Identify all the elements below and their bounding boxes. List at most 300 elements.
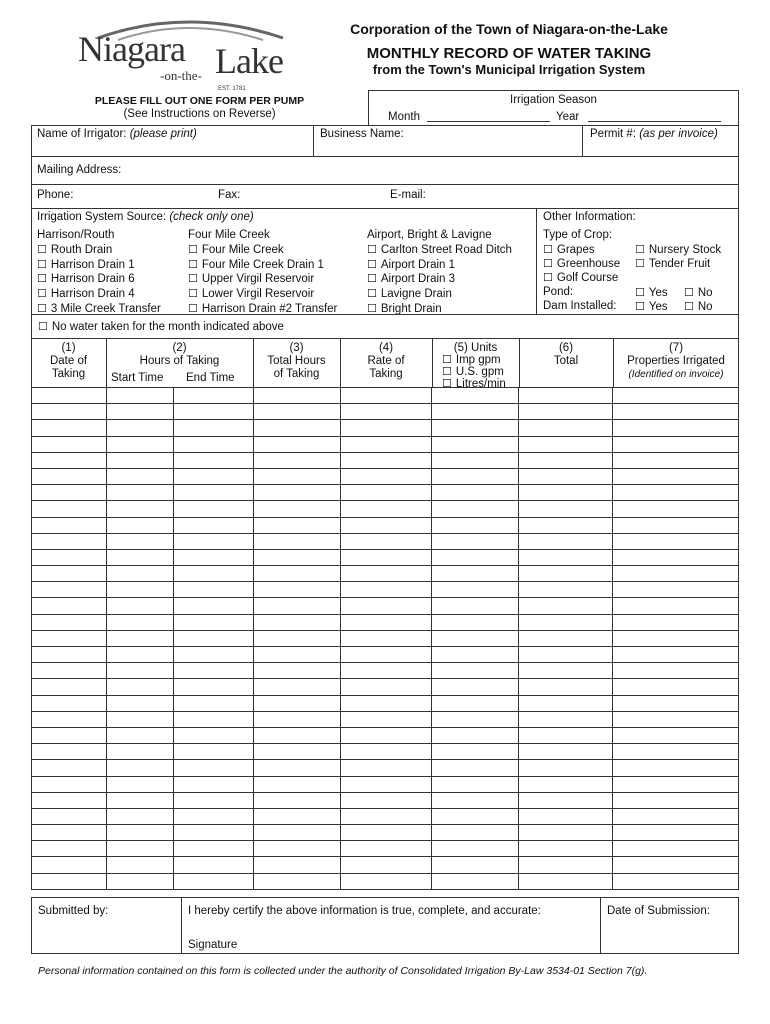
table-cell[interactable] — [613, 501, 739, 517]
table-cell[interactable] — [173, 452, 253, 468]
table-cell[interactable] — [32, 727, 107, 743]
table-cell[interactable] — [253, 404, 340, 420]
table-cell[interactable] — [106, 566, 173, 582]
table-cell[interactable] — [173, 695, 253, 711]
table-cell[interactable] — [432, 808, 519, 824]
table-cell[interactable] — [519, 630, 613, 646]
table-cell[interactable] — [519, 857, 613, 873]
table-cell[interactable] — [32, 841, 107, 857]
table-cell[interactable] — [432, 533, 519, 549]
table-cell[interactable] — [106, 873, 173, 889]
table-cell[interactable] — [173, 760, 253, 776]
table-cell[interactable] — [253, 549, 340, 565]
unit-us-gpm[interactable]: ☐ U.S. gpm — [432, 366, 519, 378]
table-cell[interactable] — [253, 841, 340, 857]
table-cell[interactable] — [253, 792, 340, 808]
table-cell[interactable] — [519, 808, 613, 824]
table-cell[interactable] — [253, 647, 340, 663]
table-cell[interactable] — [432, 501, 519, 517]
table-cell[interactable] — [519, 776, 613, 792]
table-cell[interactable] — [106, 841, 173, 857]
table-cell[interactable] — [613, 598, 739, 614]
table-cell[interactable] — [173, 679, 253, 695]
table-cell[interactable] — [32, 533, 107, 549]
table-cell[interactable] — [340, 485, 432, 501]
signature-field[interactable]: Signature — [188, 939, 238, 951]
table-cell[interactable] — [432, 857, 519, 873]
source-option[interactable]: ☐ Carlton Street Road Ditch — [367, 243, 512, 258]
source-option[interactable]: ☐ Harrison Drain 4 — [37, 287, 161, 302]
mailing-address-field[interactable]: Mailing Address: — [37, 164, 122, 176]
table-cell[interactable] — [519, 727, 613, 743]
table-cell[interactable] — [519, 468, 613, 484]
table-cell[interactable] — [340, 647, 432, 663]
table-cell[interactable] — [106, 857, 173, 873]
table-cell[interactable] — [340, 388, 432, 404]
table-cell[interactable] — [173, 663, 253, 679]
table-cell[interactable] — [432, 727, 519, 743]
table-cell[interactable] — [32, 485, 107, 501]
table-cell[interactable] — [253, 630, 340, 646]
table-cell[interactable] — [519, 711, 613, 727]
table-cell[interactable] — [340, 808, 432, 824]
table-cell[interactable] — [32, 776, 107, 792]
table-cell[interactable] — [106, 630, 173, 646]
table-cell[interactable] — [253, 695, 340, 711]
table-cell[interactable] — [253, 533, 340, 549]
table-cell[interactable] — [613, 630, 739, 646]
table-cell[interactable] — [340, 517, 432, 533]
table-cell[interactable] — [173, 614, 253, 630]
table-cell[interactable] — [32, 420, 107, 436]
table-cell[interactable] — [340, 630, 432, 646]
table-cell[interactable] — [613, 533, 739, 549]
table-cell[interactable] — [613, 549, 739, 565]
table-cell[interactable] — [106, 420, 173, 436]
source-option[interactable]: ☐ Lavigne Drain — [367, 287, 512, 302]
table-cell[interactable] — [519, 792, 613, 808]
table-cell[interactable] — [173, 825, 253, 841]
table-cell[interactable] — [340, 468, 432, 484]
table-cell[interactable] — [340, 501, 432, 517]
table-cell[interactable] — [340, 744, 432, 760]
table-cell[interactable] — [432, 744, 519, 760]
table-cell[interactable] — [432, 582, 519, 598]
table-cell[interactable] — [340, 436, 432, 452]
table-row — [32, 598, 739, 614]
table-cell[interactable] — [613, 452, 739, 468]
table-cell[interactable] — [613, 695, 739, 711]
table-cell[interactable] — [432, 647, 519, 663]
table-cell[interactable] — [340, 566, 432, 582]
table-cell[interactable] — [106, 760, 173, 776]
table-cell[interactable] — [340, 711, 432, 727]
table-cell[interactable] — [173, 857, 253, 873]
table-cell[interactable] — [432, 711, 519, 727]
table-cell[interactable] — [173, 598, 253, 614]
table-cell[interactable] — [173, 841, 253, 857]
table-cell[interactable] — [32, 873, 107, 889]
table-cell[interactable] — [613, 679, 739, 695]
table-cell[interactable] — [106, 533, 173, 549]
table-cell[interactable] — [519, 760, 613, 776]
table-cell[interactable] — [173, 468, 253, 484]
table-cell[interactable] — [173, 420, 253, 436]
table-cell[interactable] — [613, 841, 739, 857]
table-cell[interactable] — [106, 452, 173, 468]
table-cell[interactable] — [519, 517, 613, 533]
table-cell[interactable] — [32, 452, 107, 468]
table-cell[interactable] — [32, 711, 107, 727]
table-cell[interactable] — [32, 792, 107, 808]
table-cell[interactable] — [173, 792, 253, 808]
table-cell[interactable] — [106, 647, 173, 663]
table-cell[interactable] — [173, 404, 253, 420]
source-option[interactable]: ☐ Harrison Drain #2 Transfer — [188, 302, 337, 317]
crop-option[interactable]: ☐ Greenhouse — [543, 257, 620, 270]
permit-field[interactable] — [590, 128, 718, 140]
table-cell[interactable] — [32, 436, 107, 452]
table-cell[interactable] — [340, 598, 432, 614]
table-cell[interactable] — [432, 388, 519, 404]
table-cell[interactable] — [432, 452, 519, 468]
source-option[interactable]: ☐ Harrison Drain 6 — [37, 272, 161, 287]
table-cell[interactable] — [432, 792, 519, 808]
table-cell[interactable] — [519, 566, 613, 582]
table-cell[interactable] — [432, 517, 519, 533]
table-cell[interactable] — [32, 614, 107, 630]
unit-imp-gpm[interactable]: ☐ Imp gpm — [432, 354, 519, 366]
table-cell[interactable] — [519, 549, 613, 565]
table-cell[interactable] — [432, 695, 519, 711]
table-cell[interactable] — [32, 630, 107, 646]
table-cell[interactable] — [432, 630, 519, 646]
table-row — [32, 711, 739, 727]
table-cell[interactable] — [106, 436, 173, 452]
table-cell[interactable] — [173, 517, 253, 533]
source-option[interactable]: ☐ Airport Drain 1 — [367, 258, 512, 273]
crop-option[interactable]: ☐ Nursery Stock — [635, 243, 721, 256]
table-cell[interactable] — [519, 436, 613, 452]
table-cell[interactable] — [253, 566, 340, 582]
table-cell[interactable] — [253, 808, 340, 824]
table-cell[interactable] — [613, 566, 739, 582]
table-cell[interactable] — [106, 663, 173, 679]
table-row — [32, 808, 739, 824]
table-cell[interactable] — [173, 776, 253, 792]
table-cell[interactable] — [32, 566, 107, 582]
crop-option[interactable]: ☐ Grapes — [543, 243, 595, 256]
table-cell[interactable] — [613, 727, 739, 743]
table-cell[interactable] — [32, 663, 107, 679]
table-cell[interactable] — [519, 663, 613, 679]
table-cell[interactable] — [32, 404, 107, 420]
table-cell[interactable] — [340, 549, 432, 565]
fax-field[interactable]: Fax: — [218, 189, 241, 201]
table-cell[interactable] — [340, 695, 432, 711]
crop-option[interactable]: ☐ Tender Fruit — [635, 257, 710, 270]
table-cell[interactable] — [32, 598, 107, 614]
table-cell[interactable] — [432, 663, 519, 679]
table-cell[interactable] — [613, 436, 739, 452]
table-cell[interactable] — [613, 388, 739, 404]
table-cell[interactable] — [519, 647, 613, 663]
table-cell[interactable] — [340, 776, 432, 792]
table-cell[interactable] — [253, 388, 340, 404]
table-cell[interactable] — [340, 857, 432, 873]
source-option[interactable]: ☐ Four Mile Creek Drain 1 — [188, 258, 337, 273]
table-cell[interactable] — [106, 744, 173, 760]
table-cell[interactable] — [613, 485, 739, 501]
date-of-submission-field[interactable]: Date of Submission: — [607, 905, 710, 917]
table-cell[interactable] — [340, 614, 432, 630]
table-cell[interactable] — [173, 727, 253, 743]
source-option[interactable]: ☐ Lower Virgil Reservoir — [188, 287, 337, 302]
table-cell[interactable] — [432, 404, 519, 420]
table-cell[interactable] — [106, 468, 173, 484]
no-water-checkbox[interactable]: ☐ No water taken for the month indicated above — [38, 320, 284, 333]
table-cell[interactable] — [106, 485, 173, 501]
table-cell[interactable] — [32, 549, 107, 565]
email-field[interactable]: E-mail: — [390, 189, 426, 201]
table-cell[interactable] — [432, 776, 519, 792]
table-cell[interactable] — [519, 420, 613, 436]
table-cell[interactable] — [106, 825, 173, 841]
table-cell[interactable] — [432, 549, 519, 565]
table-cell[interactable] — [106, 501, 173, 517]
table-cell[interactable] — [173, 808, 253, 824]
table-cell[interactable] — [173, 630, 253, 646]
table-cell[interactable] — [173, 549, 253, 565]
table-cell[interactable] — [519, 388, 613, 404]
table-cell[interactable] — [613, 420, 739, 436]
table-cell[interactable] — [173, 436, 253, 452]
source-option[interactable]: ☐ Four Mile Creek — [188, 243, 337, 258]
table-cell[interactable] — [106, 679, 173, 695]
dam-yes-checkbox[interactable]: ☐ Yes — [635, 300, 668, 313]
table-row — [32, 679, 739, 695]
year-field[interactable] — [588, 111, 721, 122]
table-row — [32, 485, 739, 501]
table-cell[interactable] — [613, 825, 739, 841]
table-row — [32, 695, 739, 711]
table-cell[interactable] — [340, 792, 432, 808]
table-cell[interactable] — [173, 566, 253, 582]
table-cell[interactable] — [253, 582, 340, 598]
table-cell[interactable] — [432, 841, 519, 857]
table-cell[interactable] — [519, 873, 613, 889]
month-field[interactable] — [427, 111, 550, 122]
table-cell[interactable] — [32, 501, 107, 517]
table-cell[interactable] — [32, 808, 107, 824]
table-cell[interactable] — [106, 792, 173, 808]
table-cell[interactable] — [253, 663, 340, 679]
table-cell[interactable] — [340, 420, 432, 436]
table-cell[interactable] — [32, 825, 107, 841]
table-cell[interactable] — [173, 582, 253, 598]
table-cell[interactable] — [173, 647, 253, 663]
table-cell[interactable] — [106, 549, 173, 565]
irrigator-name-field[interactable] — [37, 128, 307, 140]
table-cell[interactable] — [613, 873, 739, 889]
table-cell[interactable] — [432, 825, 519, 841]
table-cell[interactable] — [106, 711, 173, 727]
table-cell[interactable] — [519, 452, 613, 468]
table-cell[interactable] — [519, 485, 613, 501]
table-cell[interactable] — [106, 388, 173, 404]
source-option[interactable]: ☐ Upper Virgil Reservoir — [188, 272, 337, 287]
table-cell[interactable] — [253, 501, 340, 517]
table-cell[interactable] — [519, 501, 613, 517]
table-cell[interactable] — [253, 517, 340, 533]
certify-statement: I hereby certify the above information is true, complete, and accurate: — [188, 905, 541, 917]
table-cell[interactable] — [106, 517, 173, 533]
source-option[interactable]: ☐ 3 Mile Creek Transfer — [37, 302, 161, 317]
table-cell[interactable] — [253, 857, 340, 873]
table-cell[interactable] — [173, 533, 253, 549]
table-cell[interactable] — [106, 404, 173, 420]
irrigator-label: Name of Irrigator: — [37, 128, 127, 140]
table-cell[interactable] — [613, 614, 739, 630]
table-cell[interactable] — [253, 452, 340, 468]
table-cell[interactable] — [613, 711, 739, 727]
table-cell[interactable] — [106, 776, 173, 792]
table-cell[interactable] — [253, 825, 340, 841]
table-cell[interactable] — [32, 744, 107, 760]
submitted-by-field[interactable]: Submitted by: — [38, 905, 109, 917]
table-cell[interactable] — [253, 679, 340, 695]
table-cell[interactable] — [613, 760, 739, 776]
table-cell[interactable] — [340, 727, 432, 743]
table-cell[interactable] — [519, 825, 613, 841]
source-option[interactable]: ☐ Airport Drain 3 — [367, 272, 512, 287]
table-cell[interactable] — [106, 695, 173, 711]
table-cell[interactable] — [32, 468, 107, 484]
table-cell[interactable] — [613, 663, 739, 679]
table-cell[interactable] — [253, 873, 340, 889]
table-cell[interactable] — [340, 841, 432, 857]
table-cell[interactable] — [32, 679, 107, 695]
pond-yes-checkbox[interactable]: ☐ Yes — [635, 286, 668, 299]
table-cell[interactable] — [32, 695, 107, 711]
phone-field[interactable]: Phone: — [37, 189, 74, 201]
table-cell[interactable] — [519, 582, 613, 598]
table-cell[interactable] — [613, 792, 739, 808]
table-cell[interactable] — [432, 598, 519, 614]
permit-label: Permit #: — [590, 128, 637, 140]
table-cell[interactable] — [340, 533, 432, 549]
table-cell[interactable] — [173, 711, 253, 727]
dam-no-checkbox[interactable]: ☐ No — [684, 300, 713, 313]
table-cell[interactable] — [613, 808, 739, 824]
table-cell[interactable] — [32, 388, 107, 404]
table-cell[interactable] — [432, 566, 519, 582]
table-cell[interactable] — [613, 776, 739, 792]
table-cell[interactable] — [340, 404, 432, 420]
table-cell[interactable] — [613, 857, 739, 873]
table-cell[interactable] — [613, 517, 739, 533]
table-cell[interactable] — [253, 711, 340, 727]
table-cell[interactable] — [106, 598, 173, 614]
table-cell[interactable] — [173, 501, 253, 517]
table-cell[interactable] — [340, 873, 432, 889]
table-cell[interactable] — [432, 436, 519, 452]
table-cell[interactable] — [32, 760, 107, 776]
pond-no-checkbox[interactable]: ☐ No — [684, 286, 713, 299]
table-cell[interactable] — [173, 485, 253, 501]
table-cell[interactable] — [32, 857, 107, 873]
logo-word-lake: Lake — [215, 41, 283, 81]
crop-option[interactable]: ☐ Golf Course — [543, 271, 618, 284]
table-cell[interactable] — [432, 679, 519, 695]
table-cell[interactable] — [32, 647, 107, 663]
table-cell[interactable] — [432, 873, 519, 889]
table-cell[interactable] — [253, 614, 340, 630]
business-name-field[interactable]: Business Name: — [320, 128, 404, 140]
crop-type-label: Type of Crop: — [543, 229, 613, 241]
table-cell[interactable] — [253, 420, 340, 436]
table-cell[interactable] — [613, 744, 739, 760]
table-cell[interactable] — [519, 744, 613, 760]
table-cell[interactable] — [173, 873, 253, 889]
table-cell[interactable] — [340, 825, 432, 841]
table-cell[interactable] — [340, 760, 432, 776]
table-cell[interactable] — [613, 468, 739, 484]
table-cell[interactable] — [519, 404, 613, 420]
table-cell[interactable] — [253, 468, 340, 484]
table-cell[interactable] — [613, 582, 739, 598]
table-cell[interactable] — [106, 614, 173, 630]
source-option[interactable]: ☐ Routh Drain — [37, 243, 161, 258]
table-cell[interactable] — [432, 614, 519, 630]
table-cell[interactable] — [253, 776, 340, 792]
table-cell[interactable] — [613, 647, 739, 663]
table-cell[interactable] — [613, 404, 739, 420]
table-cell[interactable] — [340, 663, 432, 679]
table-cell[interactable] — [253, 760, 340, 776]
table-cell[interactable] — [106, 582, 173, 598]
col-rate-header: (4) Rate of Taking — [367, 342, 405, 380]
table-cell[interactable] — [253, 485, 340, 501]
table-cell[interactable] — [340, 582, 432, 598]
table-cell[interactable] — [519, 598, 613, 614]
table-cell[interactable] — [253, 436, 340, 452]
table-cell[interactable] — [32, 582, 107, 598]
table-cell[interactable] — [519, 614, 613, 630]
unit-litres-min[interactable]: ☐ Litres/min — [432, 378, 519, 390]
table-cell[interactable] — [432, 468, 519, 484]
table-cell[interactable] — [519, 533, 613, 549]
table-cell[interactable] — [106, 727, 173, 743]
table-cell[interactable] — [519, 841, 613, 857]
table-cell[interactable] — [32, 517, 107, 533]
table-cell[interactable] — [519, 679, 613, 695]
table-cell[interactable] — [106, 808, 173, 824]
table-cell[interactable] — [173, 744, 253, 760]
table-cell[interactable] — [173, 388, 253, 404]
table-cell[interactable] — [519, 695, 613, 711]
table-cell[interactable] — [253, 598, 340, 614]
table-cell[interactable] — [340, 679, 432, 695]
table-cell[interactable] — [432, 485, 519, 501]
source-option[interactable]: ☐ Bright Drain — [367, 302, 512, 317]
table-cell[interactable] — [432, 760, 519, 776]
source-option[interactable]: ☐ Harrison Drain 1 — [37, 258, 161, 273]
table-cell[interactable] — [432, 420, 519, 436]
table-cell[interactable] — [253, 744, 340, 760]
table-cell[interactable] — [340, 452, 432, 468]
table-cell[interactable] — [253, 727, 340, 743]
